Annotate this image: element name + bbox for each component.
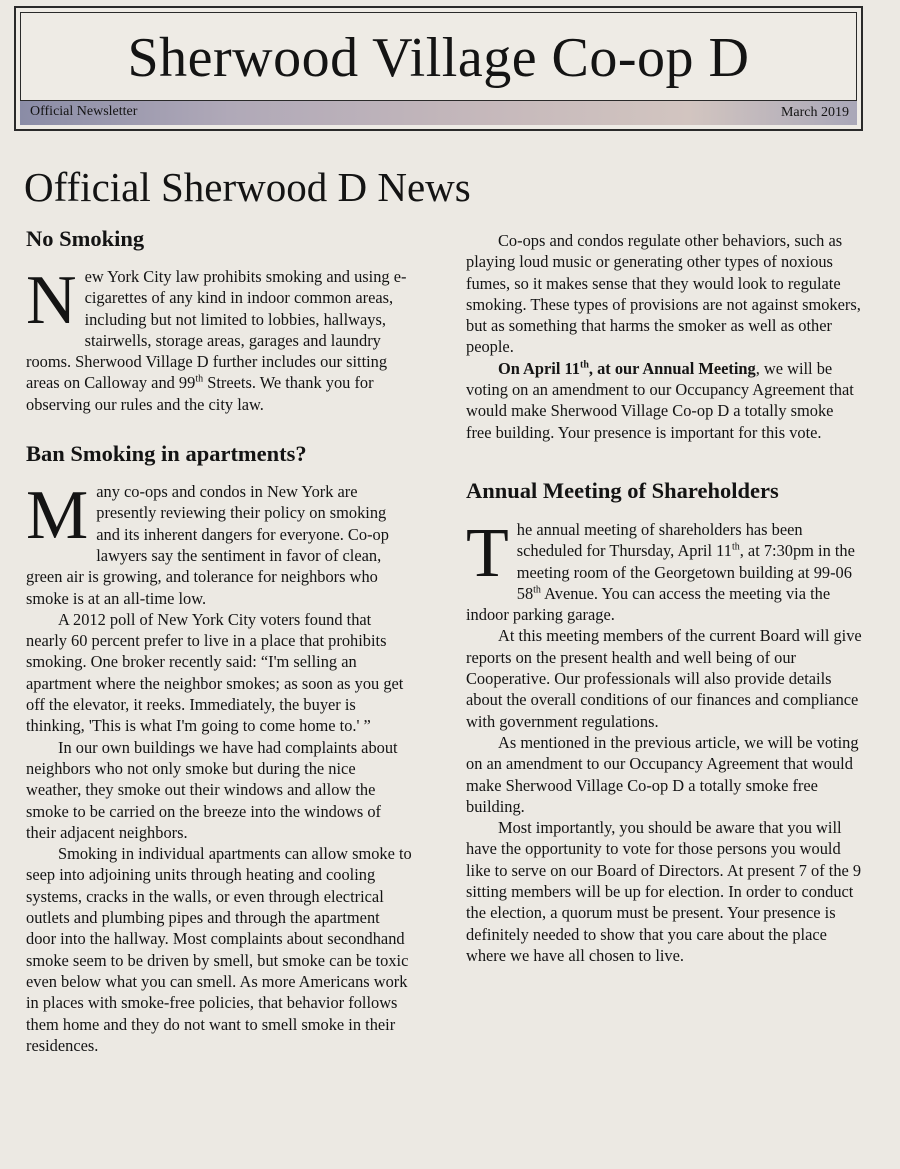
annual-meeting-paragraph-1: The annual meeting of shareholders has been scheduled for Thursday, April 11th, at 7:30pm in the meeting room of the Georgetown building at 99-06 58th Avenue. You can access the meeting via the indoor parking garage. (466, 514, 855, 625)
ban-smoking-paragraph-6: On April 11th, at our Annual Meeting, we will be voting on an amendment to our Occupancy Agreement that would make Sherwood Village Co-op D a totally smoke free building. Your presence is important for this vote. (466, 358, 854, 442)
dropcap: M (26, 477, 89, 555)
ban-smoking-paragraph-4: Smoking in individual apartments can allow smoke to seep into adjoining units through heating and cooling systems, cracks in the walls, or even through electrical outlets and plumbing pipes and through the apartment door into the hallway. Most complaints about secondhand smoke seem to be driven by smell, but smoke can be toxic even below what you can smell. As more Americans work in places with smoke-free policies, that behavior follows them home and they do not want to smell smoke in their residences. (26, 844, 412, 1055)
annual-meeting-paragraph-3: As mentioned in the previous article, we will be voting on an amendment to our Occupancy Agreement that would make Sherwood Village Co-op D a totally smoke free building. (466, 732, 859, 816)
newsletter-title: Sherwood Village Co-op D (127, 27, 750, 89)
ban-smoking-paragraph-3: In our own buildings we have had complaints about neighbors who not only smoke but during the nice weather, they smoke out their windows and allow the smoke to be carried on the breeze into the windows of their adjacent neighbors. (26, 737, 398, 842)
no-smoking-heading: No Smoking (26, 226, 145, 251)
no-smoking-paragraph: New York City law prohibits smoking and using e-cigarettes of any kind in indoor common areas, including but not limited to lobbies, hallways, stairwells, storage areas, garages and laundry rooms. Sherwood Village D further includes our sitting areas on Calloway and 99th Streets. We thank you for observing our rules and the city law. (26, 262, 407, 414)
ban-smoking-paragraph-1: Many co-ops and condos in New York are presently reviewing their policy on smoking and its inherent dangers for everyone. Co-op lawyers say the sentiment in favor of clean, green air is growing, and tolerance for neighbors who smoke is at an all-time low. (26, 477, 389, 608)
issue-date: March 2019 (780, 105, 849, 120)
annual-meeting-paragraph-4: Most importantly, you should be aware that you will have the opportunity to vote for those persons you would like to serve on our Board of Directors. At present 7 of the 9 sitting members will be up for election. In order to conduct the election, a quorum must be present. Your presence is definitely needed to show that you care about the place where we have all chosen to live. (466, 818, 862, 965)
ban-smoking-paragraph-5: Co-ops and condos regulate other behaviors, such as playing loud music or generating other types of noxious fumes, so it makes sense that they would look to regulate smoking. These types of provisions are not against smokers, but as something that harms the smoker as well as other people. (466, 231, 861, 357)
left-column (26, 225, 412, 1056)
newsletter-subtitle: Official Newsletter (30, 104, 138, 119)
annual-meeting-paragraph-2: At this meeting members of the current Board will give reports on the present health and well being of our Cooperative. Our professionals will also provide details about the overall conditions of our finances and compliance with government regulations. (466, 626, 862, 731)
annual-meeting-heading: Annual Meeting of Shareholders (466, 477, 779, 503)
page-title: Official Sherwood D News (24, 164, 471, 210)
masthead (14, 6, 863, 131)
right-column (466, 230, 862, 966)
ban-smoking-heading: Ban Smoking in apartments? (26, 441, 307, 467)
dropcap: N (26, 262, 77, 339)
masthead-bar (20, 100, 857, 125)
dropcap: T (466, 514, 509, 592)
ban-smoking-paragraph-2: A 2012 poll of New York City voters found that nearly 60 percent prefer to live in a place that prohibits smoking. One broker recently said: “I'm selling an apartment where the neighbor smokes; as soon as you get off the elevator, it reeks. Immediately, the buyer is thinking, 'This is what I'm going to come home to.' ” (26, 609, 404, 736)
